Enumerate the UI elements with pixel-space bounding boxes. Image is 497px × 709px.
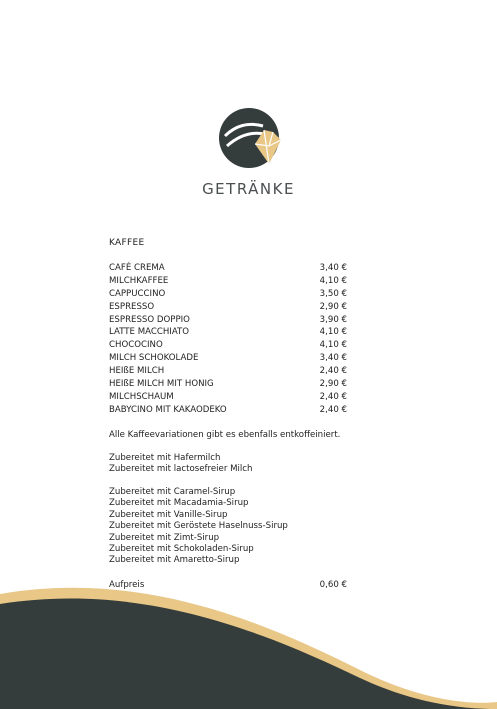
- menu-item: [109, 288, 347, 301]
- note-line: Zubereitet mit Zimt-Sirup: [109, 532, 220, 543]
- item-name: CHOCOCINO: [109, 340, 163, 351]
- item-price: 3,40 €: [319, 263, 347, 273]
- surcharge-price: 0,60 €: [319, 580, 347, 590]
- menu-item: [109, 378, 347, 391]
- section-title: KAFFEE: [109, 238, 145, 248]
- milk-options: [109, 453, 252, 476]
- syrup-options: [109, 487, 288, 567]
- item-name: MILCH SCHOKOLADE: [109, 353, 199, 364]
- note-line: Alle Kaffeevariationen gibt es ebenfalls entkoffeiniert.: [109, 430, 341, 440]
- item-name: MILCHKAFFEE: [109, 275, 169, 286]
- menu-item: [109, 262, 347, 275]
- item-price: 4,10 €: [319, 340, 347, 351]
- note-line: Zubereitet mit Vanille-Sirup: [109, 509, 228, 520]
- item-price: 4,10 €: [319, 327, 347, 338]
- item-price: 2,40 €: [319, 391, 347, 402]
- item-price: 3,90 €: [319, 314, 347, 325]
- item-name: CAFÉ CREMA: [109, 263, 165, 273]
- surcharge-label: Aufpreis: [109, 580, 145, 590]
- item-name: MILCHSCHAUM: [109, 391, 174, 402]
- item-price: 4,10 €: [319, 275, 347, 286]
- menu-item: [109, 275, 347, 288]
- menu-item: [109, 365, 347, 378]
- footer-wave: [0, 560, 497, 709]
- item-price: 2,40 €: [319, 404, 347, 415]
- item-price: 2,40 €: [319, 366, 347, 377]
- note-line: Zubereitet mit Schokoladen-Sirup: [109, 543, 254, 554]
- item-name: HEIßE MILCH MIT HONIG: [109, 379, 214, 390]
- menu-item: [109, 314, 347, 327]
- item-price: 3,40 €: [319, 353, 347, 364]
- menu-item: [109, 391, 347, 404]
- note-line: Zubereitet mit Geröstete Haselnuss-Sirup: [109, 521, 288, 532]
- page-title: GETRÄNKE: [202, 180, 295, 198]
- item-name: ESPRESSO: [109, 301, 155, 312]
- menu-item: [109, 301, 347, 314]
- menu-list: [109, 262, 347, 417]
- menu-item: [109, 326, 347, 339]
- item-name: LATTE MACCHIATO: [109, 327, 190, 338]
- item-name: HEIßE MILCH: [109, 366, 165, 377]
- note-line: Zubereitet mit lactosefreier Milch: [109, 464, 253, 475]
- item-name: CAPPUCCINO: [109, 288, 166, 299]
- decaf-note: [109, 430, 340, 441]
- item-price: 2,90 €: [319, 301, 347, 312]
- note-line: Zubereitet mit Caramel-Sirup: [109, 487, 236, 497]
- menu-item: [109, 404, 347, 417]
- menu-item: [109, 339, 347, 352]
- coffee-bean-heart-logo: [219, 106, 283, 170]
- note-line: Zubereitet mit Macadamia-Sirup: [109, 498, 249, 509]
- note-line: Zubereitet mit Amaretto-Sirup: [109, 555, 240, 566]
- item-name: BABYCINO MIT KAKAODEKO: [109, 404, 227, 415]
- note-line: Zubereitet mit Hafermilch: [109, 453, 221, 463]
- item-name: ESPRESSO DOPPIO: [109, 314, 190, 325]
- item-price: 3,50 €: [319, 288, 347, 299]
- menu-item: [109, 352, 347, 365]
- item-price: 2,90 €: [319, 379, 347, 390]
